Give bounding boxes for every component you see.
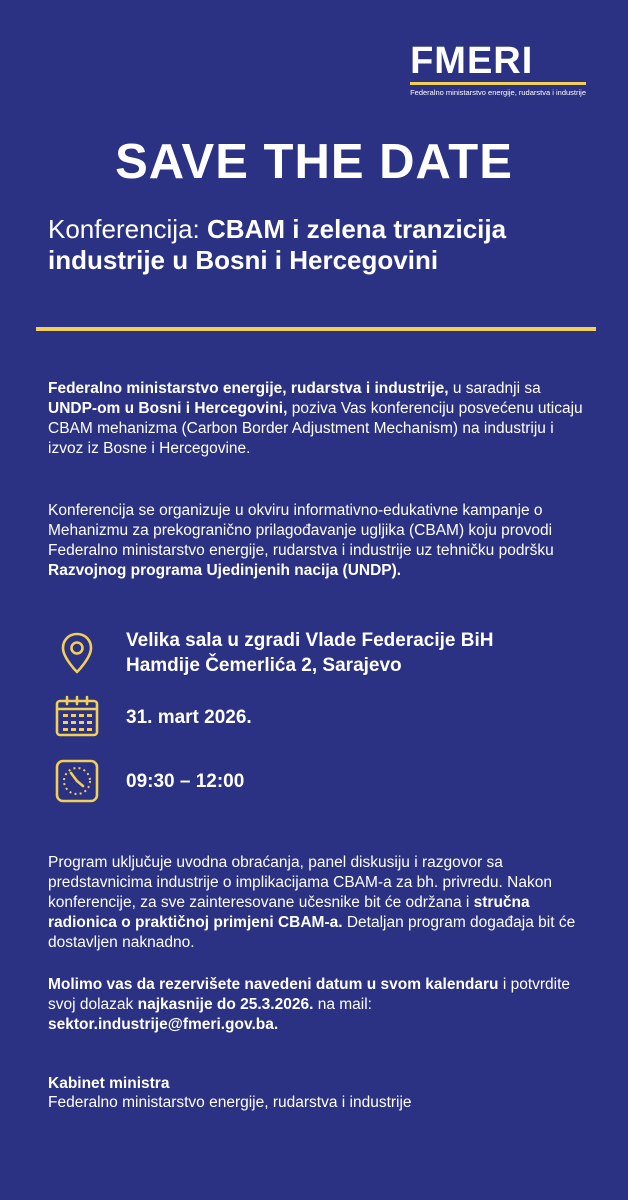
- fmeri-logo: [410, 42, 586, 97]
- intro-text: poziva Vas konferenciju posvećenu uticaju CBAM mehanizma (Carbon Border Adjustment Mechanism) na industriju i izvoz iz Bosne i Hercegovine.: [48, 400, 583, 457]
- workshop-text: stručna radionica o praktičnoj primjeni CBAM-a.: [48, 894, 530, 931]
- date-row: [54, 694, 252, 740]
- logo-subtitle: Federalno ministarstvo energije, rudarstva i industrije: [410, 88, 586, 97]
- location-line-1: Velika sala u zgradi Vlade Federacije BiH: [126, 630, 494, 651]
- calendar-icon: [54, 694, 100, 740]
- headline: SAVE THE DATE: [115, 135, 513, 189]
- time-text: 09:30 – 12:00: [126, 770, 245, 792]
- program-paragraph: [48, 853, 588, 953]
- rsvp-paragraph: [48, 975, 588, 1035]
- logo-wordmark: FMERI: [410, 40, 534, 82]
- location-line-2: Hamdije Čemerlića 2, Sarajevo: [126, 655, 402, 676]
- signature: [48, 1074, 412, 1112]
- rsvp-email-link[interactable]: sektor.industrije@fmeri.gov.ba.: [48, 1016, 279, 1033]
- intro-paragraph-2: [48, 501, 588, 581]
- clock-icon: [54, 758, 100, 804]
- signature-title: Kabinet ministra: [48, 1075, 170, 1092]
- rsvp-deadline: najkasnije do 25.3.2026.: [137, 996, 314, 1013]
- rsvp-text: i potvrdite svoj dolazak: [48, 976, 571, 1013]
- conference-name: CBAM i zelena tranzicija industrije u Bosni i Hercegovini: [48, 214, 507, 275]
- ministry-name: Federalno ministarstvo energije, rudarstva i industrije,: [48, 380, 449, 397]
- signature-org: Federalno ministarstvo energije, rudarstva i industrije: [48, 1094, 412, 1111]
- campaign-text: Konferencija se organizuje u okviru informativno-edukativne kampanje o Mehanizmu za prekogranično prilagođavanje ugljika (CBAM) koju provodi Federalno ministarstvo energije, rudarstva i industrije uz tehničku podršku: [48, 502, 554, 559]
- intro-paragraph-1: [48, 379, 588, 459]
- undp-name: UNDP-om u Bosni i Hercegovini,: [48, 400, 288, 417]
- conference-prefix: Konferencija:: [48, 214, 207, 244]
- undp-full-name: Razvojnog programa Ujedinjenih nacija (UNDP).: [48, 562, 402, 579]
- divider: [36, 327, 596, 331]
- program-text: Program uključuje uvodna obraćanja, panel diskusiju i razgovor sa predstavnicima industrije o implikacijama CBAM-a za bh. privredu. Nakon konferencije, za sve zainteresovane učesnike bit će održana i: [48, 854, 552, 911]
- location-text: [126, 628, 494, 678]
- conference-title: [48, 214, 598, 276]
- rsvp-text: na mail:: [313, 996, 372, 1013]
- program-text: Detaljan program događaja bit će dostavljen naknadno.: [48, 914, 576, 951]
- intro-text: u saradnji sa: [448, 380, 541, 397]
- map-pin-icon: [54, 630, 100, 676]
- logo-underline: [410, 82, 586, 85]
- date-text: 31. mart 2026.: [126, 706, 252, 728]
- rsvp-request: Molimo vas da rezervišete navedeni datum u svom kalendaru: [48, 976, 499, 993]
- location-row: [54, 628, 494, 678]
- time-row: [54, 758, 244, 804]
